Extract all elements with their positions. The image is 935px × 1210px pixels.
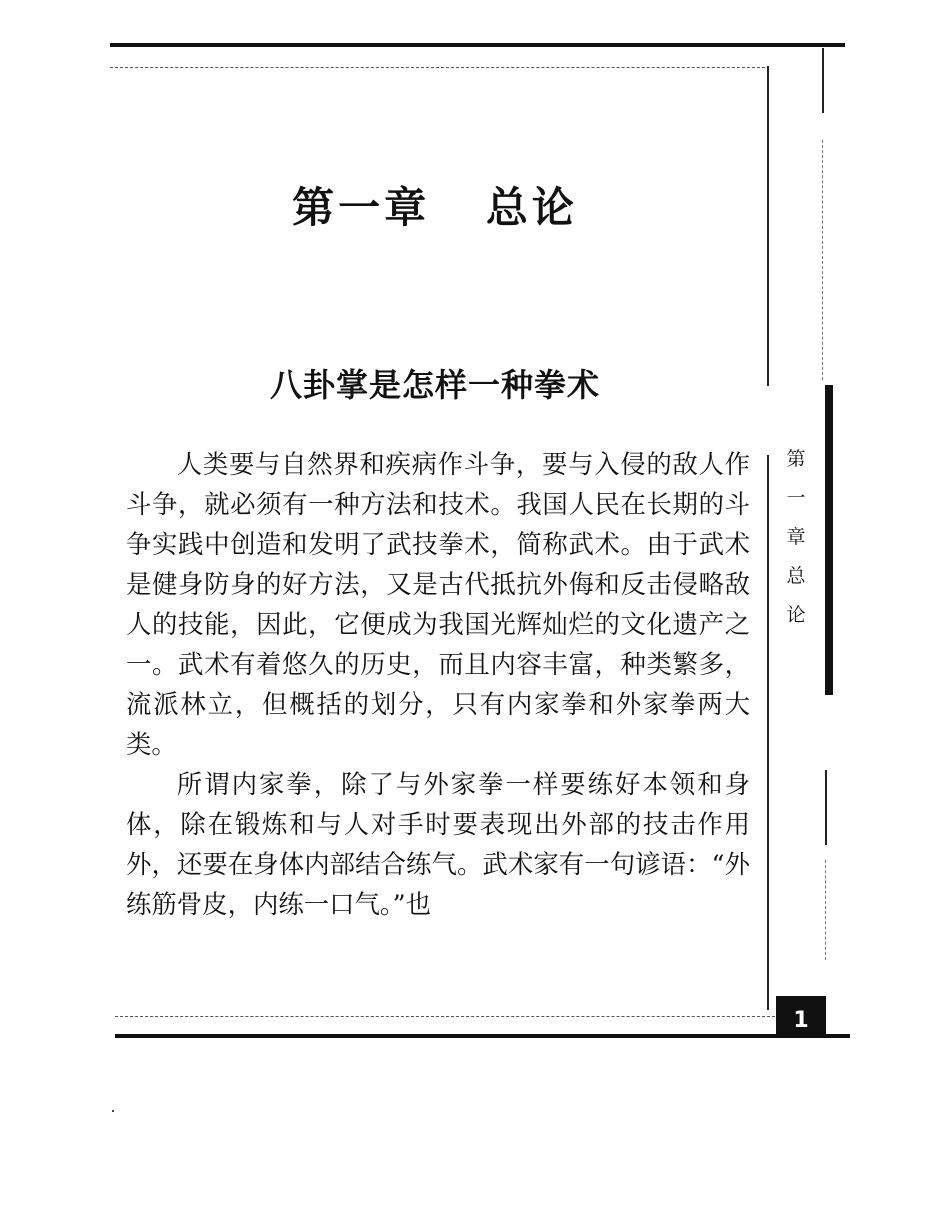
side-tab-char: 第 xyxy=(786,448,806,470)
frame-line-right-lower xyxy=(825,770,827,845)
side-chapter-tab xyxy=(776,450,816,645)
frame-line-right-lower-dashed xyxy=(825,860,826,960)
side-tab-char: 总 xyxy=(786,565,806,587)
side-tab-char: 章 xyxy=(786,526,806,548)
frame-line-right xyxy=(822,48,824,113)
paragraph: 人类要与自然界和疾病作斗争，要与入侵的敌人作斗争，就必须有一种方法和技术。我国人民在长期的斗争实践中创造和发明了武技拳术，简称武术。由于武术是健身防身的好方法，又是古代抵抗外侮和反击侵略敌人的技能，因此，它便成为我国光辉灿烂的文化遗产之一。武术有着悠久的历史，而且内容丰富，种类繁多，流派林立，但概括的划分，只有内家拳和外家拳两大类。 xyxy=(126,449,750,759)
bottom-rule xyxy=(115,1034,850,1038)
top-rule xyxy=(110,43,845,47)
paragraph: 所谓内家拳，除了与外家拳一样要练好本领和身体，除在锻炼和与人对手时要表现出外部的技击作用外，还要在身体内部结合练气。武术家有一句谚语：“外练筋骨皮，内练一口气。”也 xyxy=(126,769,750,919)
footer-dashed-line xyxy=(115,1016,775,1017)
page-number: 1 xyxy=(776,996,826,1034)
side-tab-bar xyxy=(825,385,833,695)
frame-line-left-lower xyxy=(767,455,769,1010)
section-title: 八卦掌是怎样一种拳术 xyxy=(269,366,600,404)
side-tab-char: 一 xyxy=(786,487,806,509)
body-text xyxy=(126,444,750,924)
chapter-title: 第一章 总论 xyxy=(292,183,578,232)
header-dashed-line xyxy=(110,67,765,68)
side-tab-char: 论 xyxy=(786,604,806,626)
stray-mark xyxy=(112,1110,114,1112)
